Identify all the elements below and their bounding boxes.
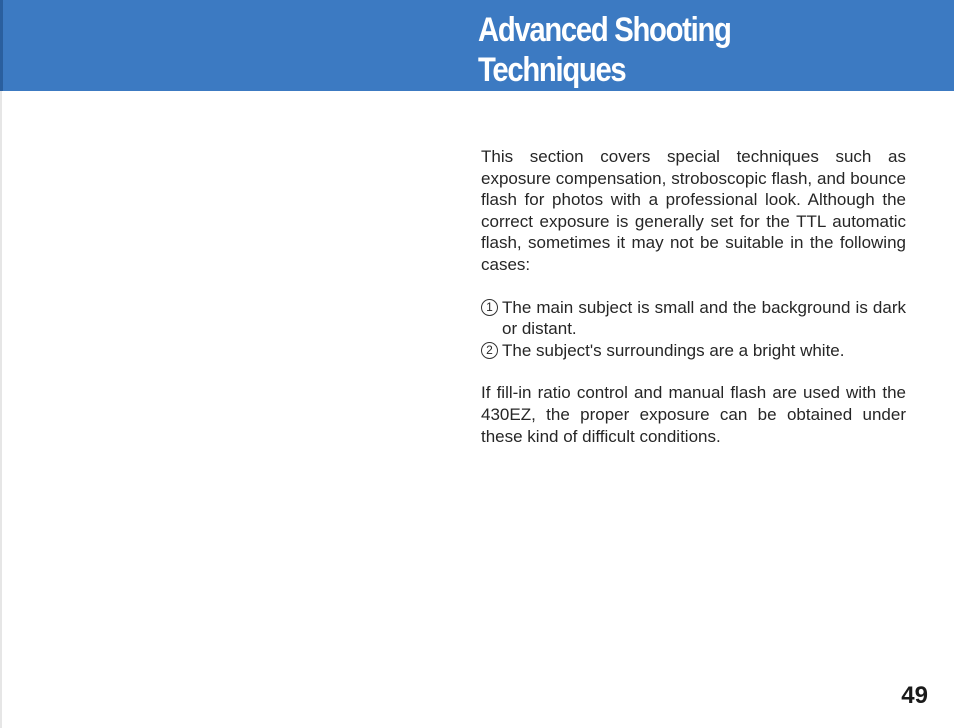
list-item [481, 297, 906, 340]
title-line-2: Techniques [478, 51, 626, 89]
case-text: The main subject is small and the background is dark or distant. [502, 297, 906, 339]
body-text [481, 146, 906, 447]
circled-number: 1 [481, 299, 498, 316]
case-text: The subject's surroundings are a bright white. [502, 340, 845, 360]
circled-number: 2 [481, 342, 498, 359]
left-margin-rule [0, 91, 2, 728]
page-title [478, 10, 731, 90]
page-number: 49 [901, 682, 928, 709]
header-band [0, 0, 954, 91]
header-left-edge [0, 0, 3, 91]
title-line-1: Advanced Shooting [478, 11, 731, 49]
case-list [481, 297, 906, 362]
intro-paragraph: This section covers special techniques such as exposure compensation, stroboscopic flash, and bounce flash for photos with a professional look. Although the correct exposure is generally set for the TTL automatic flash, sometimes it may not be suitable in the following cases: [481, 147, 906, 274]
intro-section [481, 146, 906, 276]
list-item [481, 340, 906, 362]
closing-paragraph: If fill-in ratio control and manual flash are used with the 430EZ, the proper exposure can be obtained under these kind of difficult conditions. [481, 383, 906, 446]
closing-section [481, 382, 906, 447]
